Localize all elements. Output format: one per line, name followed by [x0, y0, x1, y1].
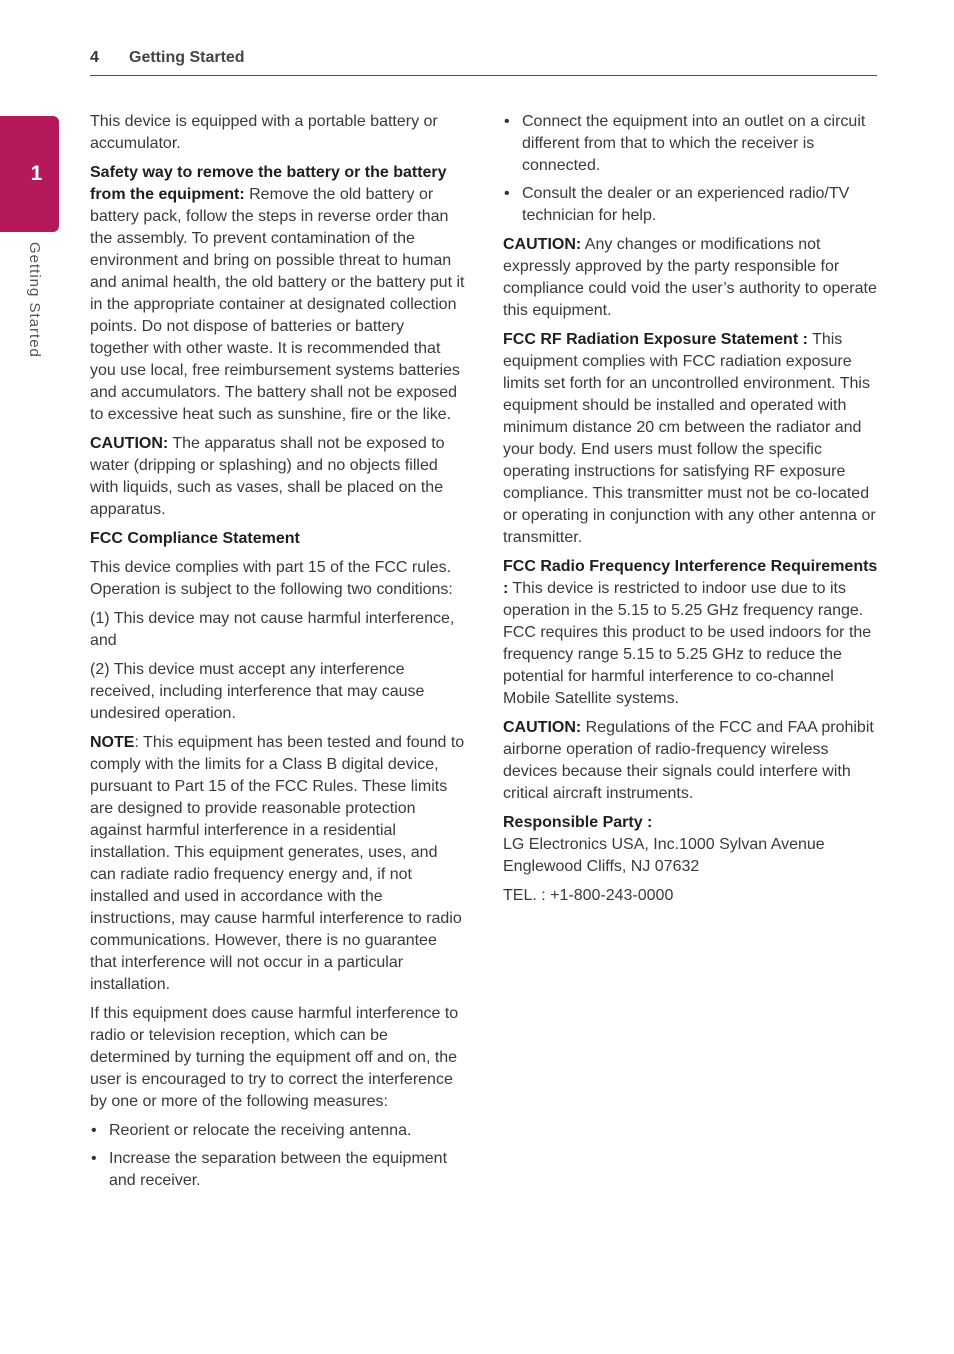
header-divider: [90, 75, 877, 76]
list-item: • Reorient or relocate the receiving antenna.: [90, 1120, 466, 1142]
party-address-line1: LG Electronics USA, Inc.1000 Sylvan Avenue: [503, 836, 825, 853]
list-item: • Increase the separation between the equipment and receiver.: [90, 1148, 466, 1192]
modification-caution-text: Any changes or modifications not expressly approved by the party responsible for compliance could void the user’s authority to operate this equipment.: [503, 236, 877, 319]
water-caution-text: The apparatus shall not be exposed to water (dripping or splashing) and no objects filled with liquids, such as vases, shall be placed on the apparatus.: [90, 435, 445, 518]
list-item: • Connect the equipment into an outlet on a circuit different from that to which the receiver is connected.: [503, 111, 879, 177]
rf-exposure-text: This equipment complies with FCC radiation exposure limits set forth for an uncontrolled environment. This equipment should be installed and operated with minimum distance 20 cm between the radiator and your body. End users must follow the specific operating instructions for satisfying RF exposure compliance. This transmitter must not be co-located or operating in conjunction with any other antenna or transmitter.: [503, 331, 876, 546]
faa-caution-paragraph: [503, 717, 879, 805]
section-title: Getting Started: [129, 49, 245, 66]
responsible-party-block: [503, 812, 879, 878]
note-paragraph: [90, 732, 466, 996]
caution-label: CAUTION:: [90, 435, 169, 452]
water-caution-paragraph: [90, 433, 466, 521]
party-telephone: TEL. : +1-800-243-0000: [503, 887, 674, 904]
fcc-part15-text: This device complies with part 15 of the FCC rules. Operation is subject to the following two conditions:: [90, 559, 453, 598]
rf-interference-heading: FCC Radio Frequency Interference Requirements :: [503, 558, 878, 597]
fcc-compliance-heading: [90, 528, 466, 550]
battery-removal-heading: Safety way to remove the battery or the battery from the equipment:: [90, 164, 447, 203]
list-item: • Consult the dealer or an experienced radio/TV technician for help.: [503, 183, 879, 227]
note-label: NOTE: [90, 734, 135, 751]
rf-interference-text: This device is restricted to indoor use due to its operation in the 5.15 to 5.25 GHz frequency range. FCC requires this product to be used indoors for the frequency range 5.15 to 5.25 GHz to reduce the potential for harmful interference to co-channel Mobile Satellite systems.: [503, 580, 872, 707]
interference-measures-intro: If this equipment does cause harmful interference to radio or television reception, which can be determined by turning the equipment off and on, the user is encouraged to try to correct the interference by one or more of the following measures:: [90, 1005, 459, 1110]
page-number: 4: [90, 49, 99, 66]
note-text: : This equipment has been tested and found to comply with the limits for a Class B digital device, pursuant to Part 15 of the FCC Rules. These limits are designed to provide reasonable protection against harmful interference in a residential installation. This equipment generates, uses, and can radiate radio frequency energy and, if not installed and used in accordance with the instructions, may cause harmful interference to radio communications. However, there is no guarantee that interference will not occur in a particular installation.: [90, 734, 465, 993]
chapter-label: Getting Started: [26, 242, 43, 358]
rf-exposure-paragraph: [503, 329, 879, 549]
condition-1: (1) This device may not cause harmful interference, and: [90, 610, 455, 649]
battery-intro: This device is equipped with a portable battery or accumulator.: [90, 113, 438, 152]
caution-label: CAUTION:: [503, 236, 582, 253]
chapter-number: 1: [30, 162, 43, 185]
party-address-line2: Englewood Cliffs, NJ 07632: [503, 858, 700, 875]
condition-2: (2) This device must accept any interference received, including interference that may cause undesired operation.: [90, 661, 425, 722]
rf-interference-paragraph: [503, 556, 879, 710]
right-column: [503, 111, 879, 914]
battery-removal-text: Remove the old battery or battery pack, follow the steps in reverse order than the assembly. To prevent contamination of the environment and bring on possible threat to human and animal health, the old battery or the battery put it in the appropriate container at designated collection points. Do not dispose of batteries or battery together with other waste. It is recommended that you use local, free reimbursement systems batteries and accumulators. The battery shall not be exposed to excessive heat such as sunshine, fire or the like.: [90, 186, 465, 423]
measures-list-left: [90, 1120, 466, 1192]
measures-list-right: [503, 111, 879, 227]
battery-removal-paragraph: [90, 162, 466, 426]
rf-exposure-heading: FCC RF Radiation Exposure Statement :: [503, 331, 808, 348]
caution-label: CAUTION:: [503, 719, 582, 736]
left-column: [90, 111, 466, 1199]
modification-caution-paragraph: [503, 234, 879, 322]
fcc-compliance-heading-text: FCC Compliance Statement: [90, 530, 300, 547]
faa-caution-text: Regulations of the FCC and FAA prohibit airborne operation of radio-frequency wireless devices because their signals could interfere with critical aircraft instruments.: [503, 719, 874, 802]
responsible-party-heading: Responsible Party :: [503, 814, 653, 831]
